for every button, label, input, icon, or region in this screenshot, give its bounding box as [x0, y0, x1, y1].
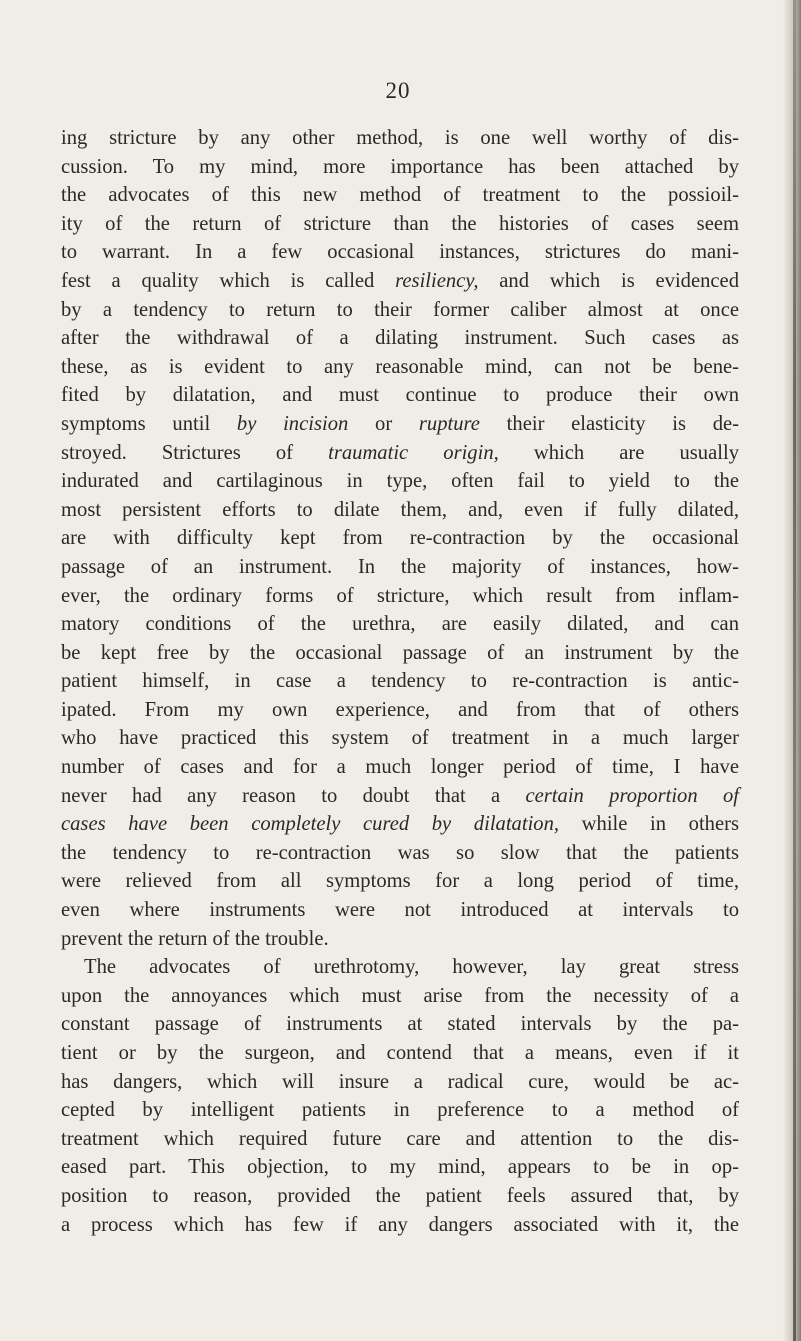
text-line [61, 439, 739, 468]
page-edge-shadow [783, 0, 801, 1341]
body-text [61, 124, 739, 1239]
text-run: constant passage of instruments at stated intervals by the pa- [61, 1013, 739, 1036]
text-line [61, 610, 739, 639]
text-run: has dangers, which will insure a radical cure, would be ac- [61, 1070, 739, 1093]
text-run: passage of an instrument. In the majority of instances, how- [61, 555, 739, 578]
text-run: stroyed. Strictures of [61, 441, 329, 464]
page-number: 20 [385, 78, 411, 103]
text-line [61, 467, 739, 496]
text-run: fest a quality which is called [61, 269, 396, 292]
text-run: number of cases and for a much longer period of time, I have [61, 756, 739, 779]
text-run: while in others [559, 813, 739, 836]
text-line [61, 1010, 739, 1039]
text-run: these, as is evident to any reasonable mind, can not be bene- [61, 355, 739, 378]
text-run: matory conditions of the urethra, are easily dilated, and can [61, 613, 739, 636]
text-line [61, 1211, 739, 1240]
text-line [61, 153, 739, 182]
text-run: symptoms until [61, 412, 237, 435]
text-line [61, 381, 739, 410]
text-line [61, 810, 739, 839]
text-line [61, 982, 739, 1011]
text-run: the advocates of this new method of treatment to the possioil- [61, 184, 739, 207]
text-line [61, 124, 739, 153]
text-run: upon the annoyances which must arise from the necessity of a [61, 984, 739, 1007]
text-line [61, 753, 739, 782]
text-line [61, 353, 739, 382]
text-run: after the withdrawal of a dilating instrument. Such cases as [61, 327, 739, 350]
text-run: treatment which required future care and attention to the dis- [61, 1127, 739, 1150]
italic-phrase: by incision [236, 412, 349, 435]
text-run: their elasticity is de- [479, 412, 739, 435]
text-run: ity of the return of stricture than the histories of cases seem [61, 212, 739, 235]
text-line [61, 410, 739, 439]
text-run: tient or by the surgeon, and contend that a means, even if it [61, 1042, 739, 1064]
text-run: The advocates of urethrotomy, however, lay great stress [84, 956, 739, 979]
italic-phrase: cases have been completely cured by dilatation, [61, 813, 560, 836]
text-run: most persistent efforts to dilate them, and, even if fully dilated, [61, 498, 739, 521]
text-run: ipated. From my own experience, and from that of others [61, 698, 739, 721]
text-line [61, 896, 739, 925]
text-line [61, 1096, 739, 1125]
text-line [61, 696, 739, 725]
text-line [61, 782, 739, 811]
text-line [61, 639, 739, 668]
text-run: patient himself, in case a tendency to re-contraction is antic- [61, 670, 739, 693]
text-run: indurated and cartilaginous in type, often fail to yield to the [61, 470, 739, 493]
text-run: and which is evidenced [478, 269, 739, 292]
text-line [61, 724, 739, 753]
text-run: by a tendency to return to their former caliber almost at once [61, 298, 739, 321]
italic-phrase: traumatic origin, [328, 441, 499, 464]
text-line [61, 267, 739, 296]
text-line [61, 582, 739, 611]
text-run: prevent the return of the trouble. [61, 927, 329, 950]
text-run: which are usually [498, 441, 739, 464]
text-line [61, 1068, 739, 1097]
italic-phrase: rupture [418, 412, 480, 435]
text-line [61, 953, 739, 982]
text-line [61, 1153, 739, 1182]
text-line [61, 296, 739, 325]
text-line [61, 1182, 739, 1211]
text-run: be kept free by the occasional passage of an instrument by the [61, 641, 739, 664]
text-line [61, 867, 739, 896]
text-run: fited by dilatation, and must continue to produce their own [61, 384, 739, 407]
text-run: to warrant. In a few occasional instances, strictures do mani- [61, 241, 739, 264]
text-line [61, 667, 739, 696]
text-line [61, 1039, 739, 1068]
text-line [61, 1125, 739, 1154]
text-line [61, 524, 739, 553]
text-line [61, 324, 739, 353]
italic-phrase: resiliency, [395, 269, 479, 292]
text-run: ever, the ordinary forms of stricture, which result from inflam- [61, 584, 739, 607]
binding-edge [793, 0, 796, 1341]
text-run: ing stricture by any other method, is one well worthy of dis- [61, 127, 739, 149]
text-line [61, 181, 739, 210]
text-run: eased part. This objection, to my mind, appears to be in op- [61, 1156, 739, 1179]
text-line [61, 238, 739, 267]
text-line [61, 210, 739, 239]
text-run: or [348, 412, 419, 435]
text-run: cussion. To my mind, more importance has been attached by [61, 155, 739, 178]
text-run: position to reason, provided the patient feels assured that, by [61, 1184, 739, 1207]
text-line [61, 839, 739, 868]
italic-phrase: certain proportion of [525, 784, 739, 807]
text-run: even where instruments were not introduced at intervals to [61, 899, 739, 922]
text-run: were relieved from all symptoms for a long period of time, [61, 870, 739, 893]
text-run: cepted by intelligent patients in preference to a method of [61, 1099, 739, 1122]
text-line [61, 496, 739, 525]
text-run: are with difficulty kept from re-contraction by the occasional [61, 527, 739, 550]
text-run: who have practiced this system of treatment in a much larger [61, 727, 739, 750]
text-line [61, 925, 739, 954]
text-run: the tendency to re-contraction was so slow that the patients [61, 841, 739, 864]
text-run: a process which has few if any dangers associated with it, the [61, 1213, 739, 1236]
text-line [61, 553, 739, 582]
text-run: never had any reason to doubt that a [61, 784, 526, 807]
